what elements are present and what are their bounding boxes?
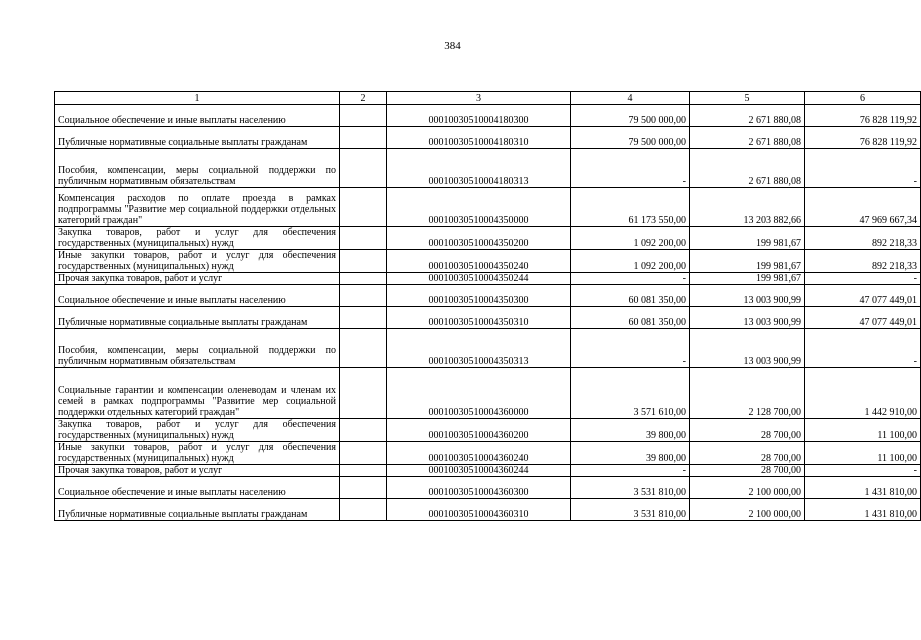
row-remaining-amount-cell: 1 431 810,00 bbox=[805, 477, 921, 499]
row-remaining-amount-cell: 47 969 667,34 bbox=[805, 188, 921, 227]
row-name-cell: Публичные нормативные социальные выплаты гражданам bbox=[55, 499, 340, 521]
row-executed-amount-cell: 28 700,00 bbox=[690, 419, 805, 442]
row-remaining-amount-cell: 1 431 810,00 bbox=[805, 499, 921, 521]
row-remaining-amount-cell: 11 100,00 bbox=[805, 419, 921, 442]
row-remaining-amount-cell: 76 828 119,92 bbox=[805, 105, 921, 127]
row-col2-cell bbox=[340, 499, 387, 521]
row-name-cell: Публичные нормативные социальные выплаты гражданам bbox=[55, 307, 340, 329]
row-col2-cell bbox=[340, 419, 387, 442]
row-approved-amount-cell: 1 092 200,00 bbox=[571, 250, 690, 273]
table-row bbox=[55, 250, 921, 273]
row-executed-amount-cell: 199 981,67 bbox=[690, 250, 805, 273]
row-remaining-amount-cell: - bbox=[805, 273, 921, 285]
row-code-cell: 00010030510004350000 bbox=[387, 188, 571, 227]
row-col2-cell bbox=[340, 105, 387, 127]
row-executed-amount-cell: 13 203 882,66 bbox=[690, 188, 805, 227]
row-name-cell: Пособия, компенсации, меры социальной поддержки по публичным нормативным обязательствам bbox=[55, 149, 340, 188]
row-col2-cell bbox=[340, 227, 387, 250]
row-remaining-amount-cell: 76 828 119,92 bbox=[805, 127, 921, 149]
row-approved-amount-cell: 60 081 350,00 bbox=[571, 285, 690, 307]
row-code-cell: 00010030510004180310 bbox=[387, 127, 571, 149]
row-col2-cell bbox=[340, 477, 387, 499]
row-col2-cell bbox=[340, 285, 387, 307]
row-name-cell: Социальное обеспечение и иные выплаты населению bbox=[55, 285, 340, 307]
table-row bbox=[55, 307, 921, 329]
row-code-cell: 00010030510004350310 bbox=[387, 307, 571, 329]
row-name-cell: Публичные нормативные социальные выплаты гражданам bbox=[55, 127, 340, 149]
row-approved-amount-cell: 39 800,00 bbox=[571, 442, 690, 465]
table-row bbox=[55, 149, 921, 188]
row-code-cell: 00010030510004360300 bbox=[387, 477, 571, 499]
row-executed-amount-cell: 2 671 880,08 bbox=[690, 127, 805, 149]
row-name-cell: Компенсация расходов по оплате проезда в рамках подпрограммы "Развитие мер социальной поддержки отдельных категорий граждан" bbox=[55, 188, 340, 227]
row-remaining-amount-cell: 1 442 910,00 bbox=[805, 368, 921, 419]
row-col2-cell bbox=[340, 368, 387, 419]
row-remaining-amount-cell: - bbox=[805, 149, 921, 188]
row-executed-amount-cell: 199 981,67 bbox=[690, 227, 805, 250]
row-code-cell: 00010030510004360000 bbox=[387, 368, 571, 419]
table-row bbox=[55, 188, 921, 227]
table-row bbox=[55, 442, 921, 465]
row-executed-amount-cell: 13 003 900,99 bbox=[690, 285, 805, 307]
row-executed-amount-cell: 28 700,00 bbox=[690, 465, 805, 477]
table-row bbox=[55, 285, 921, 307]
row-col2-cell bbox=[340, 465, 387, 477]
row-code-cell: 00010030510004350300 bbox=[387, 285, 571, 307]
row-executed-amount-cell: 2 671 880,08 bbox=[690, 105, 805, 127]
column-header: 4 bbox=[571, 92, 690, 105]
row-name-cell: Закупка товаров, работ и услуг для обеспечения государственных (муниципальных) нужд bbox=[55, 419, 340, 442]
table-row bbox=[55, 329, 921, 368]
row-col2-cell bbox=[340, 442, 387, 465]
table-row bbox=[55, 127, 921, 149]
column-header: 1 bbox=[55, 92, 340, 105]
row-col2-cell bbox=[340, 149, 387, 188]
row-col2-cell bbox=[340, 250, 387, 273]
row-remaining-amount-cell: - bbox=[805, 329, 921, 368]
row-name-cell: Социальные гарантии и компенсации оленеводам и членам их семей в рамках подпрограммы "Развитие мер социальной поддержки отдельных категорий граждан" bbox=[55, 368, 340, 419]
row-approved-amount-cell: 60 081 350,00 bbox=[571, 307, 690, 329]
table-header-row bbox=[55, 92, 921, 105]
row-executed-amount-cell: 2 128 700,00 bbox=[690, 368, 805, 419]
row-approved-amount-cell: - bbox=[571, 149, 690, 188]
column-header: 3 bbox=[387, 92, 571, 105]
row-name-cell: Иные закупки товаров, работ и услуг для обеспечения государственных (муниципальных) нужд bbox=[55, 250, 340, 273]
row-remaining-amount-cell: 47 077 449,01 bbox=[805, 285, 921, 307]
row-executed-amount-cell: 2 100 000,00 bbox=[690, 477, 805, 499]
row-col2-cell bbox=[340, 307, 387, 329]
row-name-cell: Прочая закупка товаров, работ и услуг bbox=[55, 273, 340, 285]
row-approved-amount-cell: 61 173 550,00 bbox=[571, 188, 690, 227]
budget-table bbox=[54, 91, 921, 521]
table-row bbox=[55, 477, 921, 499]
row-executed-amount-cell: 13 003 900,99 bbox=[690, 329, 805, 368]
row-approved-amount-cell: - bbox=[571, 329, 690, 368]
row-code-cell: 00010030510004180300 bbox=[387, 105, 571, 127]
row-code-cell: 00010030510004360240 bbox=[387, 442, 571, 465]
row-code-cell: 00010030510004350244 bbox=[387, 273, 571, 285]
table-row bbox=[55, 419, 921, 442]
column-header: 2 bbox=[340, 92, 387, 105]
row-col2-cell bbox=[340, 329, 387, 368]
row-remaining-amount-cell: 47 077 449,01 bbox=[805, 307, 921, 329]
row-name-cell: Закупка товаров, работ и услуг для обеспечения государственных (муниципальных) нужд bbox=[55, 227, 340, 250]
row-code-cell: 00010030510004360200 bbox=[387, 419, 571, 442]
column-header: 5 bbox=[690, 92, 805, 105]
row-approved-amount-cell: 39 800,00 bbox=[571, 419, 690, 442]
row-col2-cell bbox=[340, 273, 387, 285]
row-executed-amount-cell: 199 981,67 bbox=[690, 273, 805, 285]
row-remaining-amount-cell: 892 218,33 bbox=[805, 250, 921, 273]
row-approved-amount-cell: 3 531 810,00 bbox=[571, 499, 690, 521]
row-code-cell: 00010030510004360244 bbox=[387, 465, 571, 477]
row-col2-cell bbox=[340, 127, 387, 149]
table-row bbox=[55, 105, 921, 127]
row-code-cell: 00010030510004350200 bbox=[387, 227, 571, 250]
page-number: 384 bbox=[444, 40, 461, 52]
column-header: 6 bbox=[805, 92, 921, 105]
row-remaining-amount-cell: 11 100,00 bbox=[805, 442, 921, 465]
row-executed-amount-cell: 2 100 000,00 bbox=[690, 499, 805, 521]
row-approved-amount-cell: 1 092 200,00 bbox=[571, 227, 690, 250]
table-row bbox=[55, 465, 921, 477]
row-code-cell: 00010030510004180313 bbox=[387, 149, 571, 188]
row-approved-amount-cell: 79 500 000,00 bbox=[571, 105, 690, 127]
row-name-cell: Прочая закупка товаров, работ и услуг bbox=[55, 465, 340, 477]
row-col2-cell bbox=[340, 188, 387, 227]
row-code-cell: 00010030510004350313 bbox=[387, 329, 571, 368]
row-approved-amount-cell: - bbox=[571, 273, 690, 285]
table-row bbox=[55, 368, 921, 419]
row-executed-amount-cell: 2 671 880,08 bbox=[690, 149, 805, 188]
row-approved-amount-cell: 3 531 810,00 bbox=[571, 477, 690, 499]
row-approved-amount-cell: - bbox=[571, 465, 690, 477]
row-remaining-amount-cell: 892 218,33 bbox=[805, 227, 921, 250]
table-row bbox=[55, 273, 921, 285]
row-name-cell: Пособия, компенсации, меры социальной поддержки по публичным нормативным обязательствам bbox=[55, 329, 340, 368]
row-approved-amount-cell: 3 571 610,00 bbox=[571, 368, 690, 419]
row-code-cell: 00010030510004350240 bbox=[387, 250, 571, 273]
row-code-cell: 00010030510004360310 bbox=[387, 499, 571, 521]
row-executed-amount-cell: 28 700,00 bbox=[690, 442, 805, 465]
table-row bbox=[55, 499, 921, 521]
row-name-cell: Социальное обеспечение и иные выплаты населению bbox=[55, 477, 340, 499]
row-remaining-amount-cell: - bbox=[805, 465, 921, 477]
row-name-cell: Социальное обеспечение и иные выплаты населению bbox=[55, 105, 340, 127]
table-row bbox=[55, 227, 921, 250]
row-name-cell: Иные закупки товаров, работ и услуг для обеспечения государственных (муниципальных) нужд bbox=[55, 442, 340, 465]
row-approved-amount-cell: 79 500 000,00 bbox=[571, 127, 690, 149]
row-executed-amount-cell: 13 003 900,99 bbox=[690, 307, 805, 329]
